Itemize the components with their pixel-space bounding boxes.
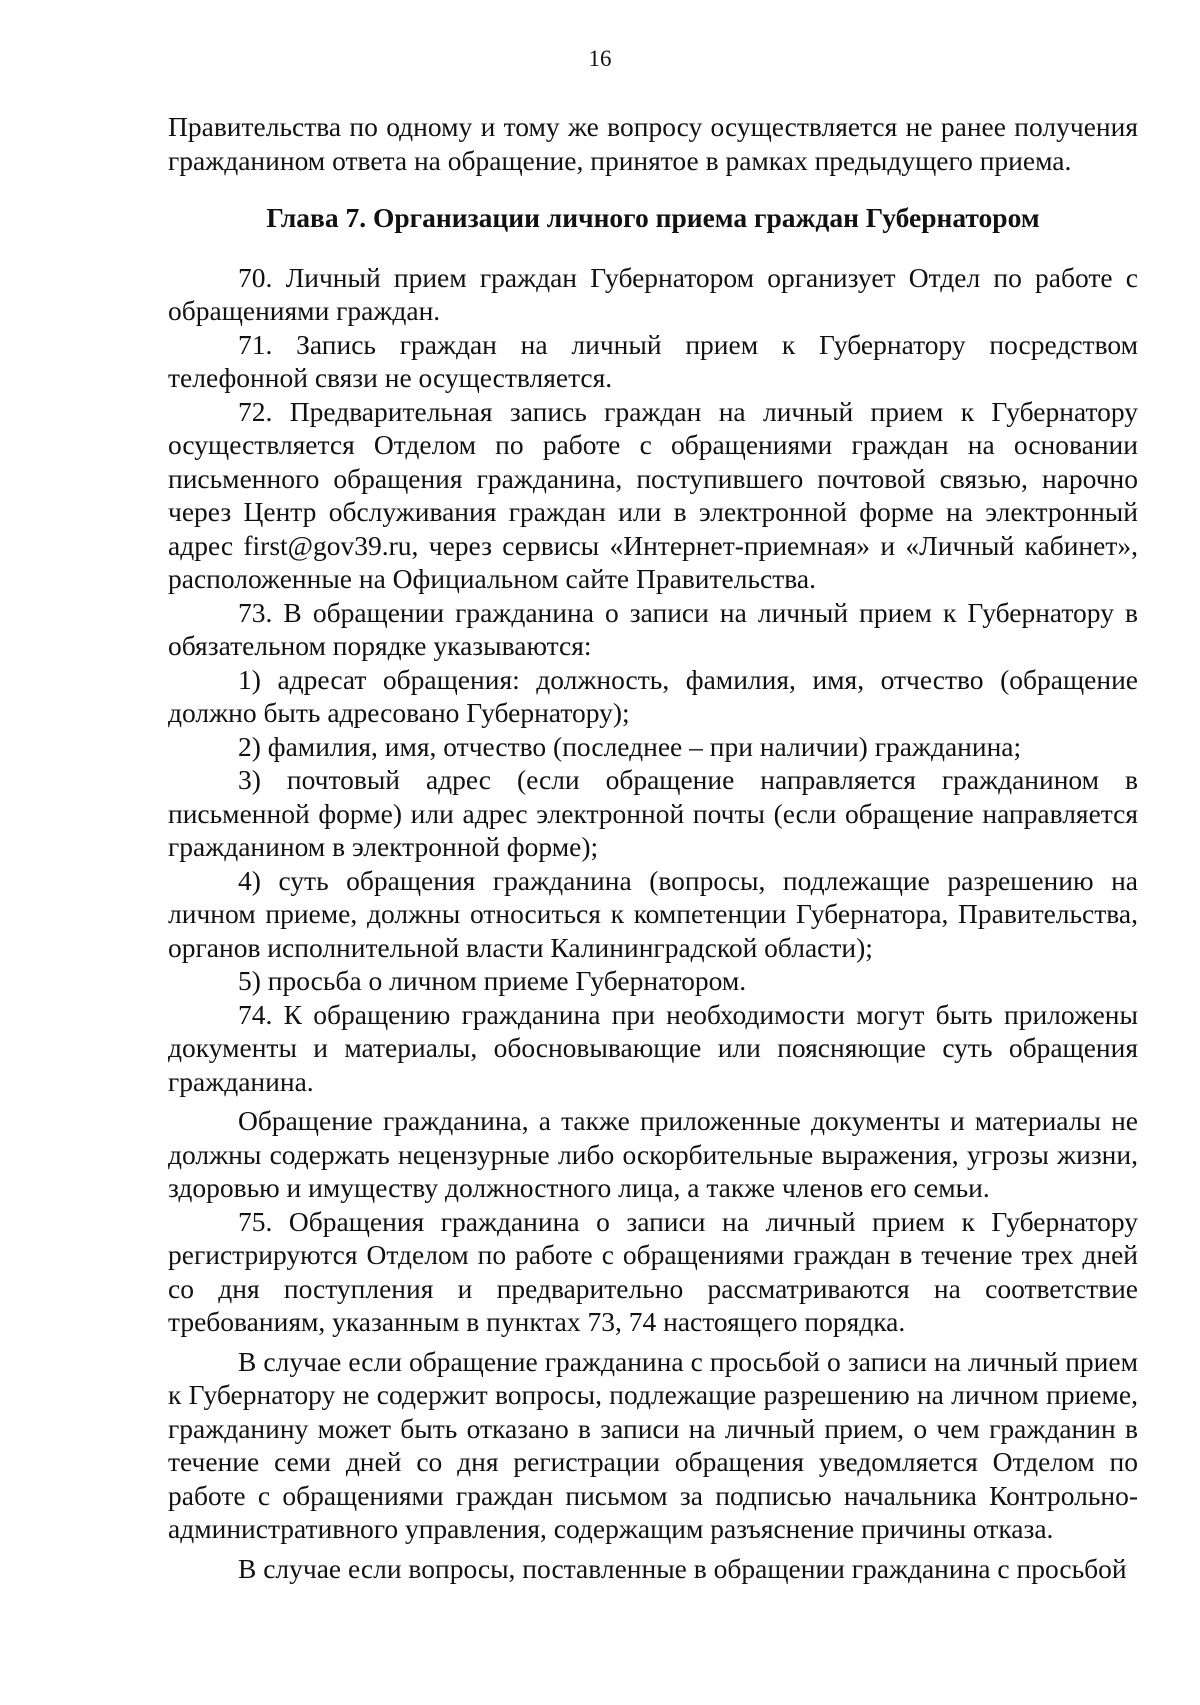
paragraph-70: 70. Личный прием граждан Губернатором организует Отдел по работе с обращениями граждан. [168, 261, 1138, 326]
paragraph-continuation: Правительства по одному и тому же вопросу осуществляется не ранее получения гражданином ответа на обращение, принятое в рамках предыдущего приема. [168, 111, 1138, 176]
chapter-heading: Глава 7. Организации личного приема граждан Губернатором [266, 202, 1040, 233]
paragraph-75-final: В случае если вопросы, поставленные в обращении гражданина с просьбой [238, 1552, 1127, 1584]
paragraph-75: 75. Обращения гражданина о записи на личный прием к Губернатору регистрируются Отделом по работе с обращениями граждан в течение трех дней со дня поступления и предварительно рассматриваются на соответствие требованиям, указанным в пунктах 73, 74 настоящего порядка. [168, 1205, 1138, 1337]
paragraph-74: 74. К обращению гражданина при необходимости могут быть приложены документы и материалы, обосновывающие или поясняющие суть обращения гражданина. [168, 998, 1138, 1097]
list-item-73-5: 5) просьба о личном приеме Губернатором. [238, 965, 747, 996]
paragraph-74-continued: Обращение гражданина, а также приложенные документы и материалы не должны содержать нецензурные либо оскорбительные выражения, угрозы жизни, здоровью и имуществу должностного лица, а также членов его семьи. [168, 1105, 1138, 1203]
paragraph-73: 73. В обращении гражданина о записи на личный прием к Губернатору в обязательном порядке указываются: [168, 596, 1138, 661]
paragraph-72: 72. Предварительная запись граждан на личный прием к Губернатору осуществляется Отделом по работе с обращениями граждан на основании письменного обращения гражданина, поступившего почтовой связью, нарочно через Центр обслуживания граждан или в электронной форме на электронный адрес first@gov39.ru, через сервисы «Интернет-приемная» и «Личный кабинет», расположенные на Официальном сайте Правительства. [168, 395, 1138, 594]
list-item-73-4: 4) суть обращения гражданина (вопросы, подлежащие разрешению на личном приеме, должны относиться к компетенции Губернатора, Правительства, органов исполнительной власти Калининградской области); [168, 864, 1138, 963]
list-item-73-1: 1) адресат обращения: должность, фамилия, имя, отчество (обращение должно быть адресовано Губернатору); [168, 663, 1138, 728]
document-body [168, 110, 1138, 1585]
paragraph-75-continued: В случае если обращение гражданина с просьбой о записи на личный прием к Губернатору не содержит вопросы, подлежащие разрешению на личном приеме, гражданину может быть отказано в записи на личный прием, о чем гражданин в течение семи дней со дня регистрации обращения уведомляется Отделом по работе с обращениями граждан письмом за подписью начальника Контрольно-административного управления, содержащим разъяснение причины отказа. [168, 1345, 1138, 1544]
page-number: 16 [588, 46, 612, 71]
list-item-73-3: 3) почтовый адрес (если обращение направляется гражданином в письменной форме) или адрес электронной почты (если обращение направляется гражданином в электронной форме); [168, 764, 1138, 862]
list-item-73-2: 2) фамилия, имя, отчество (последнее – при наличии) гражданина; [238, 730, 1022, 762]
paragraph-71: 71. Запись граждан на личный прием к Губернатору посредством телефонной связи не осуществляется. [168, 328, 1138, 393]
